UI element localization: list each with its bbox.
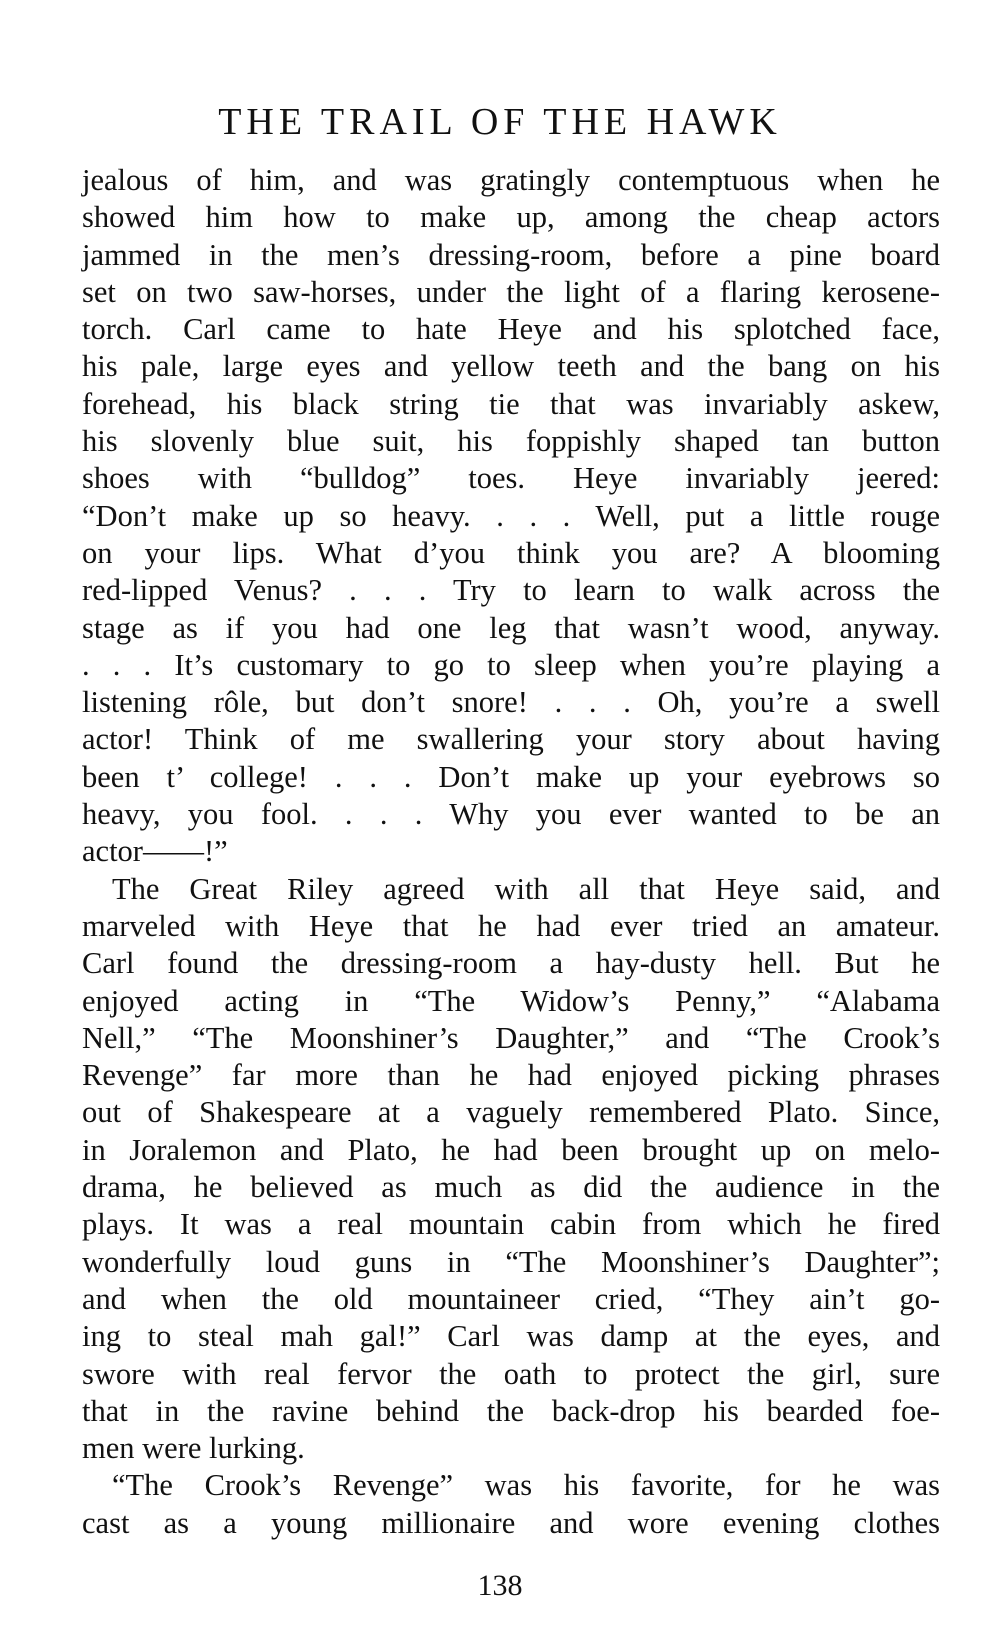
text-line: and when the old mountaineer cried, “They ain’t go- xyxy=(82,1281,940,1316)
text-line: that in the ravine behind the back-drop his bearded foe- xyxy=(82,1393,940,1428)
page-number: 138 xyxy=(477,1569,523,1602)
text-line: shoes with “bulldog” toes. Heye invariably jeered: xyxy=(82,461,940,496)
text-line: Nell,” “The Moonshiner’s Daughter,” and “The Crook’s xyxy=(82,1020,940,1055)
text-line: swore with real fervor the oath to protect the girl, sure xyxy=(82,1356,940,1391)
text-line: Revenge” far more than he had enjoyed picking phrases xyxy=(82,1058,940,1093)
text-line: marveled with Heye that he had ever tried an amateur. xyxy=(82,908,940,943)
text-line: enjoyed acting in “The Widow’s Penny,” “Alabama xyxy=(82,983,940,1018)
text-line: heavy, you fool. . . . Why you ever wanted to be an xyxy=(82,797,940,832)
text-line: set on two saw-horses, under the light of a flaring kerosene- xyxy=(82,274,940,309)
text-line: out of Shakespeare at a vaguely remembered Plato. Since, xyxy=(82,1095,940,1130)
text-line: his slovenly blue suit, his foppishly shaped tan button xyxy=(82,424,940,459)
running-head-title: THE TRAIL OF THE HAWK xyxy=(218,101,782,143)
text-line: red-lipped Venus? . . . Try to learn to walk across the xyxy=(82,573,940,608)
text-line: jealous of him, and was gratingly contemptuous when he xyxy=(82,163,940,197)
text-line: wonderfully loud guns in “The Moonshiner’s Daughter”; xyxy=(82,1244,940,1279)
text-line: torch. Carl came to hate Heye and his splotched face, xyxy=(82,312,940,347)
text-line: listening rôle, but don’t snore! . . . Oh, you’re a swell xyxy=(82,685,940,720)
text-line: . . . It’s customary to go to sleep when you’re playing a xyxy=(82,647,940,682)
text-line: forehead, his black string tie that was invariably askew, xyxy=(82,386,940,421)
body-text xyxy=(82,162,940,1542)
text-line: in Joralemon and Plato, he had been brought up on melo- xyxy=(82,1132,940,1167)
text-line: showed him how to make up, among the cheap actors xyxy=(82,200,940,235)
text-line: stage as if you had one leg that wasn’t wood, anyway. xyxy=(82,610,940,645)
text-line: cast as a young millionaire and wore evening clothes xyxy=(82,1505,940,1540)
text-line: men were lurking. xyxy=(82,1431,305,1466)
text-line: been t’ college! . . . Don’t make up your eyebrows so xyxy=(82,759,940,794)
text-line: his pale, large eyes and yellow teeth and the bang on his xyxy=(82,349,940,384)
text-line: drama, he believed as much as did the audience in the xyxy=(82,1170,940,1205)
text-line: plays. It was a real mountain cabin from which he fired xyxy=(82,1207,940,1242)
paragraph-start-line: The Great Riley agreed with all that Heye said, and xyxy=(112,871,940,906)
paragraph-start-line: “The Crook’s Revenge” was his favorite, for he was xyxy=(112,1468,940,1503)
text-line: actor——!” xyxy=(82,834,228,869)
text-line: actor! Think of me swallering your story about having xyxy=(82,722,940,757)
text-line: Carl found the dressing-room a hay-dusty hell. But he xyxy=(82,946,940,981)
text-line: on your lips. What d’you think you are? A blooming xyxy=(82,535,940,570)
text-line: ing to steal mah gal!” Carl was damp at the eyes, and xyxy=(82,1319,940,1354)
text-line: “Don’t make up so heavy. . . . Well, put a little rouge xyxy=(82,498,940,533)
text-line: jammed in the men’s dressing-room, before a pine board xyxy=(82,237,940,272)
